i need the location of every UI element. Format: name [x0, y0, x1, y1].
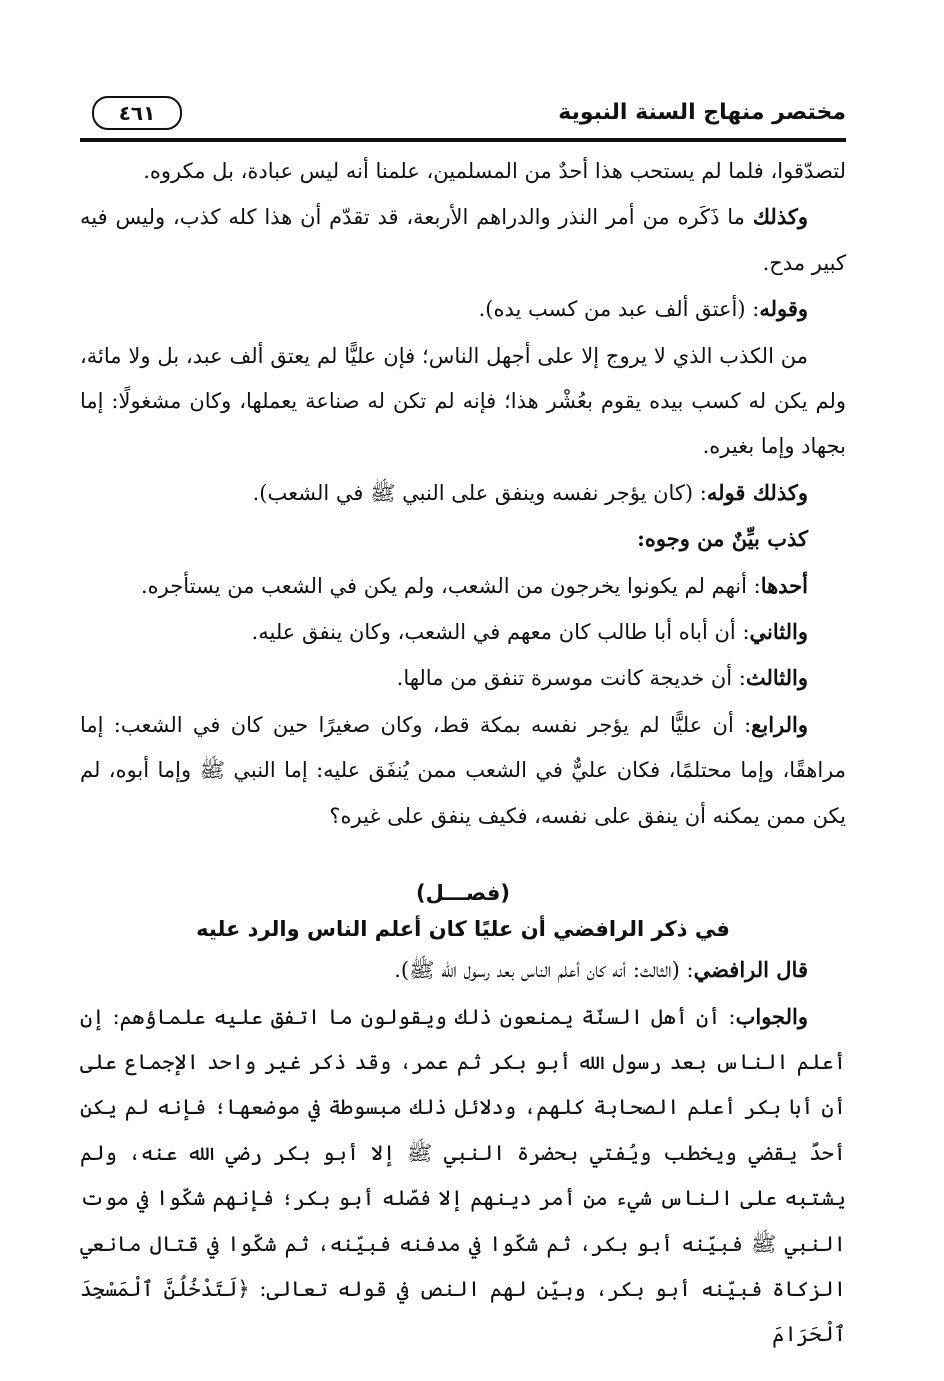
book-title: مختصر منهاج السنة النبوية — [558, 100, 846, 125]
paragraph — [80, 702, 846, 839]
section-title: في ذكر الرافضي أن عليًا كان أعلم الناس والرد عليه — [196, 917, 730, 942]
lead-phrase: قال الرافضي — [693, 957, 808, 983]
paragraph-text: من الكذب الذي لا يروج إلا على أجهل الناس؛ فإن عليًّا لم يعتق ألف عبد، بل ولا مائة، ولم يكن له كسب بيده يقوم بعُشْر هذا؛ فإنه لم تكن له صناعة يعملها، وكان مشغولًا: إما بجهاد وإما بغيره. — [80, 343, 846, 459]
paragraph — [80, 994, 846, 1358]
lead-phrase: كذب بيِّنٌ من وجوه: — [637, 526, 808, 552]
paragraph — [80, 333, 846, 470]
section-label: (فصـــل) — [416, 881, 510, 906]
page-header — [80, 92, 846, 138]
paragraph — [80, 148, 846, 194]
lead-phrase: وكذلك قوله — [706, 479, 808, 505]
paragraph-text: : أن أهل السنّة يمنعون ذلك ويقولون ما اتفق عليه علماؤهم: إن أعلم الناس بعد رسول الله أبو بكر ثم عمر، وقد ذكر غير واحد الإجماع على أن أبا بكر أعلم الصحابة كلهم، ودلائل ذلك مبسوطة في موضعها؛ فإنه لم يكن أحدٌ يقضي ويخطب ويُفتي بحضرة النبي ﷺ إلا أبو بكر رضي الله عنه، ولم يشتبه على الناس شيء من أمر دينهم إلا فصّله أبو بكر؛ فإنهم شكّوا في موت النبي ﷺ فبيّنه أبو بكر، ثم شكّوا في مدفنه فبيّنه، ثم شكّوا في قتال مانعي الزكاة فبيّنه أبو بكر، وبيّن لهم النص في قوله تعالى: ﴿لَتَدْخُلُنَّ ٱلْمَسْجِدَ ٱلْحَرَامَ — [80, 1004, 846, 1347]
page-body — [80, 148, 846, 1358]
lead-phrase: والثالث — [745, 665, 808, 691]
paragraph — [80, 947, 846, 993]
paragraph — [80, 194, 846, 286]
paragraph-text: ما ذَكَره من أمر النذر والدراهم الأربعة، قد تقدّم أن هذا كله كذب، وليس فيه كبير مدح. — [80, 205, 846, 275]
paragraph-text: : أن أباه أبا طالب كان معهم في الشعب، وكان ينفق عليه. — [251, 620, 750, 645]
paragraph-text: : أن عليًّا لم يؤجر نفسه بمكة قط، وكان صغيرًا حين كان في الشعب: إما مراهقًا، وإما محتلمًا، فكان عليٌّ في الشعب ممن يُنفَق عليه: إما النبي ﷺ وإما أبوه، لم يكن ممن يمكنه أن ينفق على نفسه، فكيف ينفق على غيره؟ — [80, 712, 846, 828]
lead-phrase: أحدها — [760, 572, 808, 598]
paragraph-text: : أنهم لم يكونوا يخرجون من الشعب، ولم يكن في الشعب من يستأجره. — [141, 573, 761, 598]
paragraph — [80, 655, 846, 701]
paragraph — [80, 286, 846, 332]
paragraph-text: : (الثالث: أنه كان أعلم الناس بعد رسول الله ﷺ). — [394, 958, 694, 983]
paragraph — [80, 516, 846, 562]
page-number: ٤٦١ — [92, 96, 182, 130]
paragraph-text: : أن خديجة كانت موسرة تنفق من مالها. — [396, 666, 746, 691]
paragraph-text: لتصدّقوا، فلما لم يستحب هذا أحدٌ من المسلمين، علمنا أنه ليس عبادة، بل مكروه. — [143, 159, 846, 183]
paragraph-text: : (كان يؤجر نفسه وينفق على النبي ﷺ في الشعب). — [252, 480, 707, 505]
lead-phrase: والجواب — [735, 1003, 808, 1029]
paragraph — [80, 563, 846, 609]
paragraph — [80, 470, 846, 516]
lead-phrase: والثاني — [749, 619, 808, 645]
lead-phrase: وكذلك — [752, 204, 808, 230]
header-rule — [80, 138, 846, 142]
paragraph-text: : (أعتق ألف عبد من كسب يده). — [478, 297, 760, 322]
paragraph — [80, 609, 846, 655]
lead-phrase: والرابع — [751, 711, 808, 737]
lead-phrase: وقوله — [759, 296, 808, 322]
